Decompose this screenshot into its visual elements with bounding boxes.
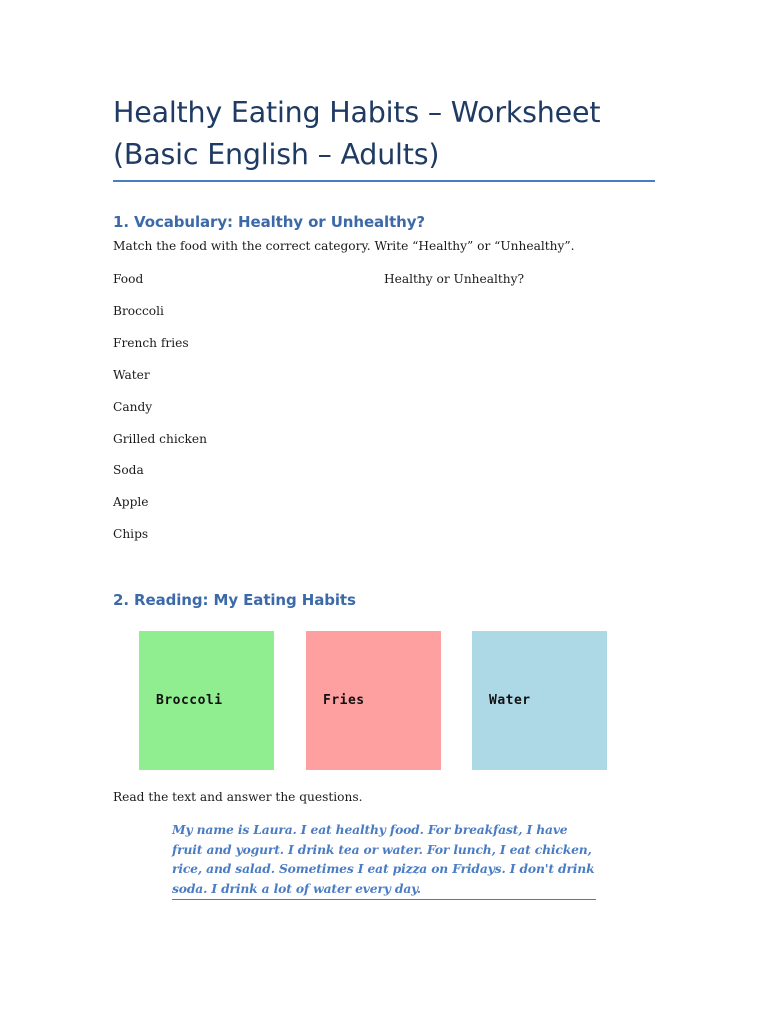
section-1-heading: 1. Vocabulary: Healthy or Unhealthy? <box>113 213 426 231</box>
food-image-row <box>139 631 609 771</box>
food-item: French fries <box>113 335 189 350</box>
food-item: Broccoli <box>113 304 164 318</box>
reading-passage: My name is Laura. I eat healthy food. For breakfast, I have fruit and yogurt. I drink tea or water. For lunch, I eat chicken, rice, and salad. Sometimes I eat pizza on Fridays. I don't drink soda. I drink a lot of water every day. <box>172 822 595 896</box>
food-item: Candy <box>113 399 153 414</box>
title-underline <box>113 180 655 182</box>
food-item: Apple <box>113 495 149 510</box>
broccoli-image <box>139 631 274 770</box>
section-2-heading: 2. Reading: My Eating Habits <box>113 591 356 609</box>
food-item: Chips <box>113 527 149 542</box>
food-item: Soda <box>113 463 144 478</box>
broccoli-image-label: Broccoli <box>156 693 223 708</box>
fries-image-label: Fries <box>323 693 365 708</box>
fries-image <box>306 631 441 770</box>
food-item: Water <box>113 367 150 382</box>
food-list <box>113 304 207 559</box>
food-column-header: Food <box>113 272 144 286</box>
section-2-instruction: Read the text and answer the questions. <box>113 790 363 804</box>
food-item: Grilled chicken <box>113 431 207 446</box>
title-line-1: Healthy Eating Habits – Worksheet <box>113 96 601 129</box>
section-1-instruction: Match the food with the correct category. Write “Healthy” or “Unhealthy”. <box>113 239 575 253</box>
water-image-label: Water <box>489 693 531 708</box>
worksheet-title <box>113 92 673 176</box>
title-line-2: (Basic English – Adults) <box>113 138 440 171</box>
passage-underline <box>172 899 596 900</box>
category-column-header: Healthy or Unhealthy? <box>384 272 525 286</box>
water-image <box>472 631 607 770</box>
